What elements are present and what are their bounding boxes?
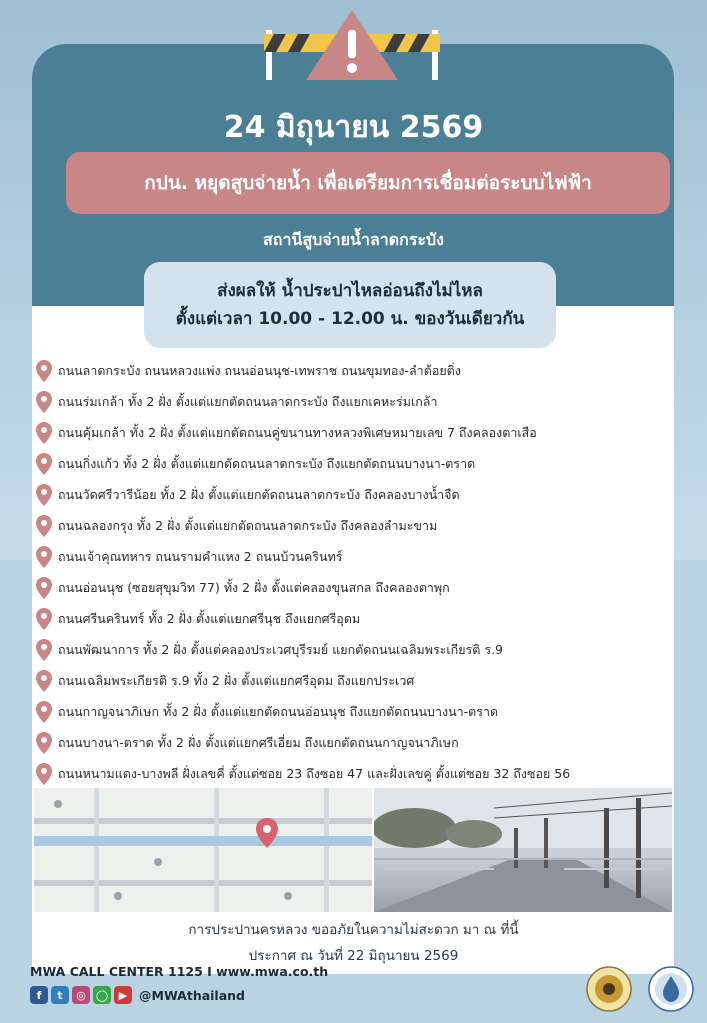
line-icon[interactable]: ◯ bbox=[93, 986, 111, 1004]
street-text: ถนนศรีนครินทร์ ทั้ง 2 ฝั่ง ตั้งแต่แยกศรีนุช ถึงแยกศรีอุดม bbox=[58, 610, 361, 626]
twitter-icon[interactable]: t bbox=[51, 986, 69, 1004]
street-item bbox=[36, 665, 676, 696]
location-pin-icon bbox=[36, 515, 52, 537]
effect-line-1: ส่งผลให้ น้ำประปาไหลอ่อนถึงไม่ไหล bbox=[217, 281, 483, 301]
street-item bbox=[36, 417, 676, 448]
street-item bbox=[36, 696, 676, 727]
location-pin-icon bbox=[36, 422, 52, 444]
location-pin-icon bbox=[36, 763, 52, 785]
location-pin-icon bbox=[36, 577, 52, 599]
street-text: ถนนเฉลิมพระเกียรติ ร.9 ทั้ง 2 ฝั่ง ตั้งแต่แยกศรีอุดม ถึงแยกประเวศ bbox=[58, 672, 415, 688]
street-item bbox=[36, 758, 676, 789]
street-item bbox=[36, 634, 676, 665]
street-item bbox=[36, 386, 676, 417]
street-item bbox=[36, 572, 676, 603]
instagram-icon[interactable]: ◎ bbox=[72, 986, 90, 1004]
location-pin-icon bbox=[36, 701, 52, 723]
facebook-icon[interactable]: f bbox=[30, 986, 48, 1004]
street-text: ถนนร่มเกล้า ทั้ง 2 ฝั่ง ตั้งแต่แยกตัดถนนลาดกระบัง ถึงแยกเคหะร่มเกล้า bbox=[58, 393, 438, 409]
street-text: ถนนฉลองกรุง ทั้ง 2 ฝั่ง ตั้งแต่แยกตัดถนนลาดกระบัง ถึงคลองลำมะขาม bbox=[58, 517, 438, 533]
station-name: สถานีสูบจ่ายน้ำลาดกระบัง bbox=[263, 230, 444, 249]
street-item bbox=[36, 479, 676, 510]
street-text: ถนนกาญจนาภิเษก ทั้ง 2 ฝั่ง ตั้งแต่แยกตัดถนนอ่อนนุช ถึงแยกตัดถนนบางนา-ตราด bbox=[58, 703, 499, 719]
street-item bbox=[36, 510, 676, 541]
street-text: ถนนคุ้มเกล้า ทั้ง 2 ฝั่ง ตั้งแต่แยกตัดถนนคู่ขนานทางหลวงพิเศษหมายเลข 7 ถึงคลองตาเสือ bbox=[58, 424, 537, 440]
location-pin-icon bbox=[36, 608, 52, 630]
warning-barrier-icon bbox=[264, 8, 440, 80]
affected-streets-list bbox=[36, 355, 676, 789]
announcement-date: ประกาศ ณ วันที่ 22 มิถุนายน 2569 bbox=[248, 948, 459, 964]
location-pin-icon bbox=[36, 546, 52, 568]
street-text: ถนนอ่อนนุช (ซอยสุขุมวิท 77) ทั้ง 2 ฝั่ง ตั้งแต่คลองขุนสกล ถึงคลองตาพุก bbox=[58, 579, 450, 595]
effect-line-2: ตั้งแต่เวลา 10.00 - 12.00 น. ของวันเดียวกัน bbox=[175, 309, 525, 329]
street-text: ถนนเจ้าคุณทหาร ถนนรามคำแหง 2 ถนนบ้วนครินทร์ bbox=[58, 548, 343, 564]
call-center-info: MWA CALL CENTER 1125 I www.mwa.co.th bbox=[30, 964, 329, 979]
street-item bbox=[36, 603, 676, 634]
social-handle[interactable]: @MWAthailand bbox=[139, 987, 245, 1003]
emblem-logo bbox=[586, 966, 632, 1012]
street-text: ถนนพัฒนาการ ทั้ง 2 ฝั่ง ตั้งแต่คลองประเวศบุรีรมย์ แยกตัดถนนเฉลิมพระเกียรติ ร.9 bbox=[58, 641, 503, 657]
street-item bbox=[36, 448, 676, 479]
street-text: ถนนบางนา-ตราด ทั้ง 2 ฝั่ง ตั้งแต่แยกศรีเอี่ยม ถึงแยกตัดถนนกาญจนาภิเษก bbox=[58, 734, 459, 750]
mwa-logo bbox=[648, 966, 694, 1012]
map-image bbox=[34, 788, 372, 912]
youtube-icon[interactable]: ▶ bbox=[114, 986, 132, 1004]
location-pin-icon bbox=[36, 484, 52, 506]
apology-message: การประปานครหลวง ขออภัยในความไม่สะดวก มา ณ ที่นี้ bbox=[188, 922, 519, 938]
location-pin-icon bbox=[36, 360, 52, 382]
location-pin-icon bbox=[36, 670, 52, 692]
location-pin-icon bbox=[36, 453, 52, 475]
photos-row bbox=[34, 788, 672, 912]
street-text: ถนนลาดกระบัง ถนนหลวงแพ่ง ถนนอ่อนนุช-เทพราช ถนนขุมทอง-ลำต้อยติ่ง bbox=[58, 362, 461, 378]
location-pin-icon bbox=[36, 639, 52, 661]
location-pin-icon bbox=[36, 732, 52, 754]
headline-banner: กปน. หยุดสูบจ่ายน้ำ เพื่อเตรียมการเชื่อมต่อระบบไฟฟ้า bbox=[66, 152, 670, 214]
location-pin-icon bbox=[36, 391, 52, 413]
map-pin-icon bbox=[256, 818, 278, 848]
street-text: ถนนหนามแดง-บางพลี ฝั่งเลขคี่ ตั้งแต่ซอย 23 ถึงซอย 47 และฝั่งเลขคู่ ตั้งแต่ซอย 32 ถึงซอย 56 bbox=[58, 765, 571, 781]
pumping-station-photo bbox=[374, 788, 672, 912]
outage-date: 24 มิถุนายน 2569 bbox=[223, 110, 484, 145]
effect-box bbox=[144, 262, 556, 348]
social-links bbox=[30, 986, 245, 1004]
street-item bbox=[36, 541, 676, 572]
street-item bbox=[36, 355, 676, 386]
street-item bbox=[36, 727, 676, 758]
street-text: ถนนวัดศรีวารีน้อย ทั้ง 2 ฝั่ง ตั้งแต่แยกตัดถนนลาดกระบัง ถึงคลองบางน้ำจืด bbox=[58, 486, 460, 502]
street-text: ถนนกิ่งแก้ว ทั้ง 2 ฝั่ง ตั้งแต่แยกตัดถนนลาดกระบัง ถึงแยกตัดถนนบางนา-ตราด bbox=[58, 455, 476, 471]
